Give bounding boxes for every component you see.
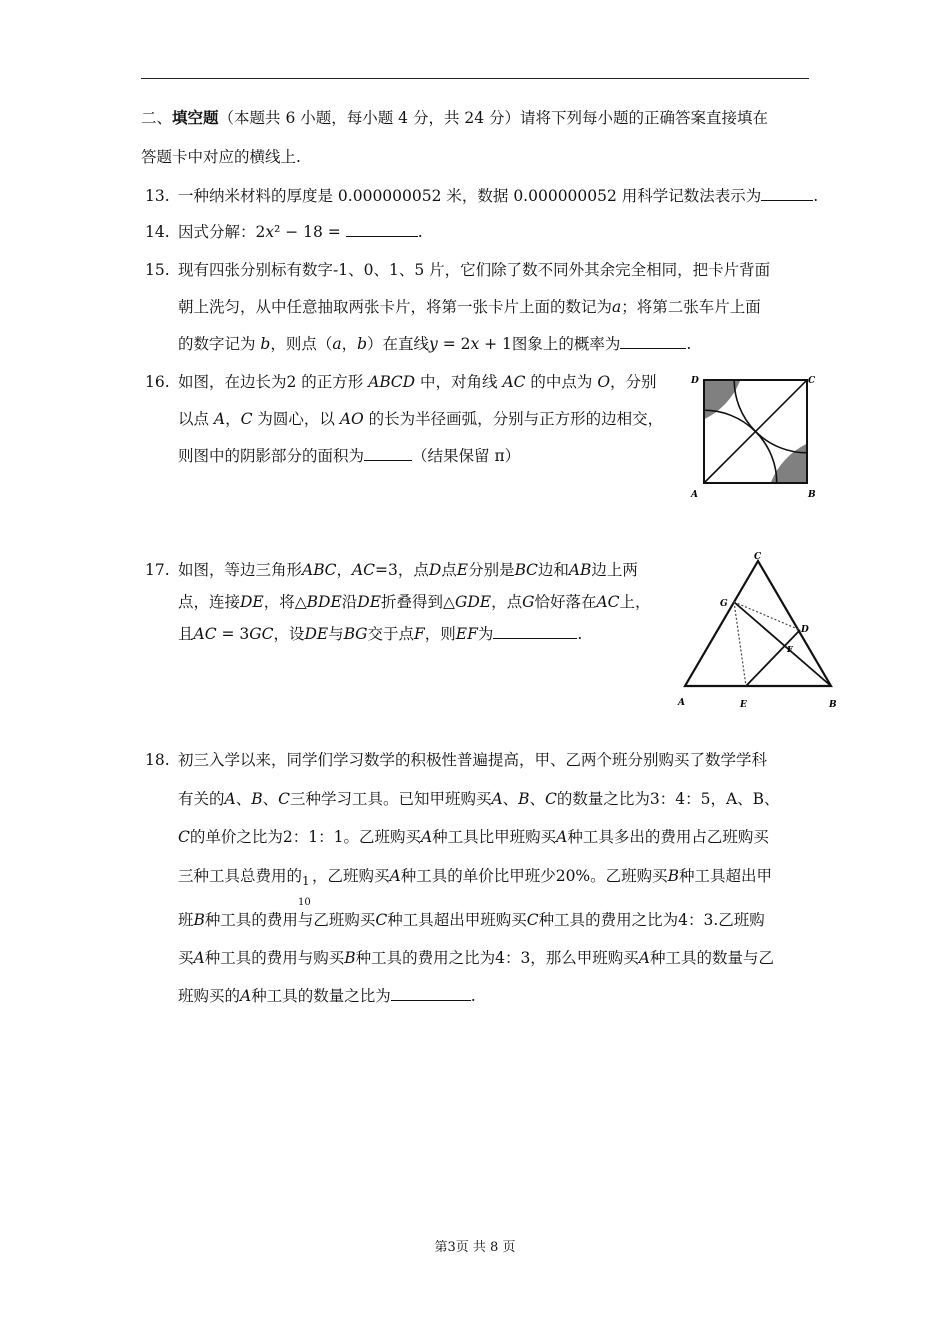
q17-label-d: D [801,625,809,635]
page-footer: 第3页 共 8 页 [434,1240,516,1255]
q14-answer-blank [346,222,418,237]
q17-segment-gb [734,602,831,686]
q14-text: 因式分解：2𝑥² − 18 = . [178,223,423,241]
q17-label-a: A [678,698,685,708]
q15-answer-blank [620,334,686,349]
q18-line2: 有关的𝐴、𝐵、𝐶三种学习工具。已知甲班购买𝐴、𝐵、𝐶的数量之比为3：4：5，A、B、 [178,790,780,808]
q16-label-c: C [808,376,816,386]
q16-line2: 以点 𝐴，𝐶 为圆心，以 𝐴𝑂 的长为半径画弧，分别与正方形的边相交， [178,410,664,428]
q16-number: 16. [145,373,170,391]
q14-number: 14. [145,223,170,241]
q17-label-g: G [720,599,728,609]
q17-label-e: E [740,700,747,710]
q18-line7: 班购买的𝐴种工具的数量之比为 . [178,987,476,1005]
header-rule [141,78,809,79]
q17-number: 17. [145,561,170,579]
q15-line1: 现有四张分别标有数字-1、0、1、5 片，它们除了数不同外其余完全相同，把卡片背面 [178,261,771,279]
q17-label-c: C [754,552,762,562]
q17-answer-blank [493,624,577,639]
q17-line3: 且𝐴𝐶 = 3𝐺𝐶，设𝐷𝐸与𝐵𝐺交于点𝐹，则𝐸𝐹为 . [178,625,583,643]
q16-square-figure [690,370,820,505]
q16-label-b: B [808,490,816,500]
q17-segment-ge [734,602,746,686]
q15-line3: 的数字记为 𝑏，则点（𝑎，𝑏）在直线𝑦 = 2𝑥 + 1图象上的概率为 . [178,335,692,353]
q17-line1: 如图，等边三角形𝐴𝐵𝐶，𝐴𝐶=3，点𝐷点𝐸分别是𝐵𝐶边和𝐴𝐵边上两 [178,561,638,579]
q18-line1: 初三入学以来，同学们学习数学的积极性普遍提高，甲、乙两个班分别购买了数学学科 [178,751,768,769]
section-heading-bold: 填空题 [172,108,219,127]
q16-line1: 如图，在边长为2 的正方形 𝐴𝐵𝐶𝐷 中，对角线 𝐴𝐶 的中点为 𝑂，分别 [178,373,657,391]
q13-text: 一种纳米材料的厚度是 0.000000052 米，数据 0.000000052 用科学记数法表示为 . [178,187,819,205]
q16-line3: 则图中的阴影部分的面积为 （结果保留 π） [178,447,521,465]
section-heading-line2: 答题卡中对应的横线上. [141,148,301,166]
q15-number: 15. [145,261,170,279]
q16-label-d: D [691,376,699,386]
q18-answer-blank [391,986,471,1001]
q17-segment-de [746,630,800,686]
q15-line2: 朝上洗匀，从中任意抽取两张卡片，将第一张卡片上面的数记为𝑎；将第二张车片上面 [178,298,761,316]
q18-line4: 三种工具总费用的 1 10 ，乙班购买𝐴种工具的单价比甲班少20%。乙班购买𝐵种工具超出甲 [178,867,773,908]
q16-answer-blank [364,446,412,461]
q13-number: 13. [145,187,170,205]
section-heading: 二、填空题（本题共 6 小题，每小题 4 分，共 24 分）请将下列每小题的正确答案直接填在 [141,108,769,127]
q17-label-f: F [787,644,793,654]
q17-triangle-figure [672,548,844,713]
q17-label-b: B [829,700,837,710]
q18-line6: 买𝐴种工具的费用与购买𝐵种工具的费用之比为4：3，那么甲班购买𝐴种工具的数量与乙 [178,949,775,967]
q16-label-a: A [691,490,698,500]
q18-line3: 𝐶的单价之比为2：1：1。乙班购买𝐴种工具比甲班购买𝐴种工具多出的费用占乙班购买 [178,828,769,846]
q18-number: 18. [145,751,170,769]
q17-line2: 点，连接𝐷𝐸，将△𝐵𝐷𝐸沿𝐷𝐸折叠得到△𝐺𝐷𝐸，点𝐺恰好落在𝐴𝐶上， [178,593,651,611]
q18-line5: 班𝐵种工具的费用与乙班购买𝐶种工具超出甲班购买𝐶种工具的费用之比为4：3.乙班购 [178,911,765,929]
q13-answer-blank [761,186,813,201]
